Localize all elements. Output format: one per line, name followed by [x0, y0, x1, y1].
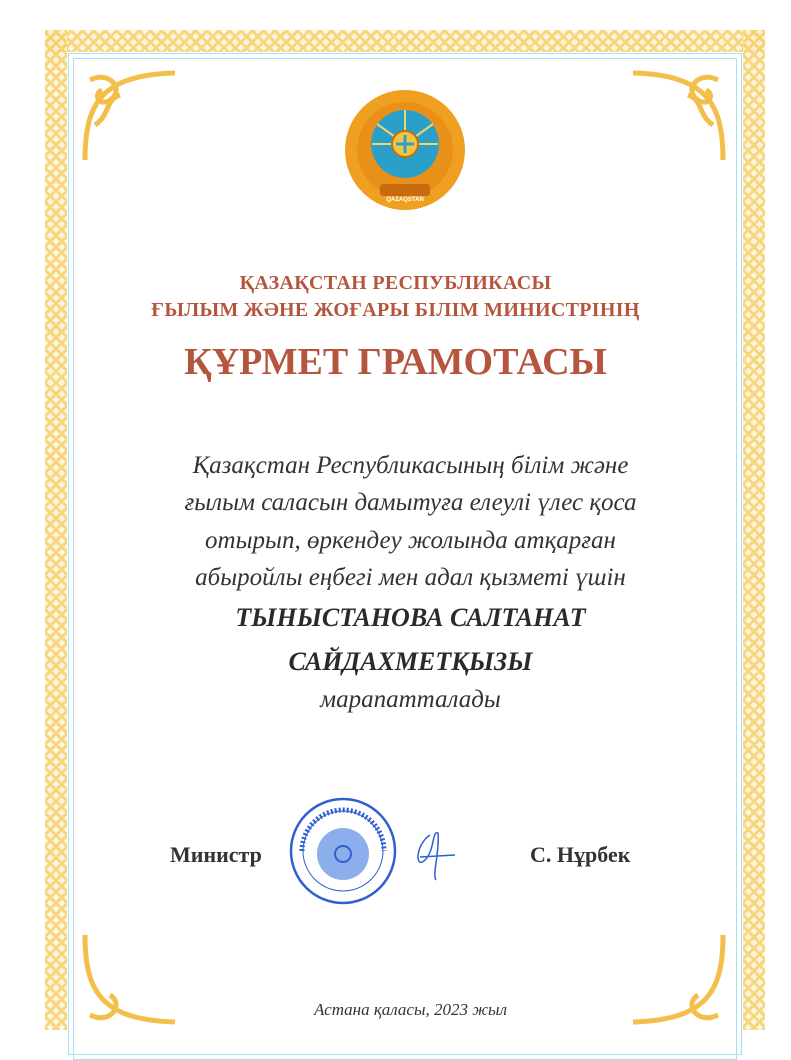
awarded-text: марапатталады	[320, 686, 501, 713]
header-line-1: ҚАЗАҚСТАН РЕСПУБЛИКАСЫ	[239, 272, 552, 294]
signatory-position: Министр	[170, 842, 262, 867]
header-line-2: ҒЫЛЫМ ЖӘНЕ ЖОҒАРЫ БІЛІМ МИНИСТРІНІҢ	[151, 299, 640, 321]
corner-ornament-top-left	[80, 65, 180, 165]
body-line: отырып, өркендеу жолында атқарған	[205, 527, 616, 554]
emblem-label: QAZAQSTAN	[386, 197, 424, 203]
body-line: ғылым саласын дамытуға елеулі үлес қоса	[184, 489, 637, 516]
certificate-title: ҚҰРМЕТ ГРАМОТАСЫ	[184, 341, 607, 383]
handwritten-signature	[410, 825, 460, 885]
gold-border-top	[45, 30, 765, 52]
body-line: абыройлы еңбегі мен адал қызметі үшін	[195, 564, 626, 591]
footer-place-date: Астана қаласы, 2023 жыл	[314, 1000, 507, 1019]
corner-ornament-top-right	[628, 65, 728, 165]
kazakhstan-emblem	[342, 86, 468, 214]
recipient-name-line-1: ТЫНЫСТАНОВА САЛТАНАТ	[235, 603, 586, 632]
official-stamp	[288, 796, 398, 906]
recipient-name-line-2: САЙДАХМЕТҚЫЗЫ	[288, 647, 533, 676]
body-line: Қазақстан Республикасының білім және	[192, 452, 629, 479]
signatory-name: С. Нұрбек	[530, 842, 631, 867]
